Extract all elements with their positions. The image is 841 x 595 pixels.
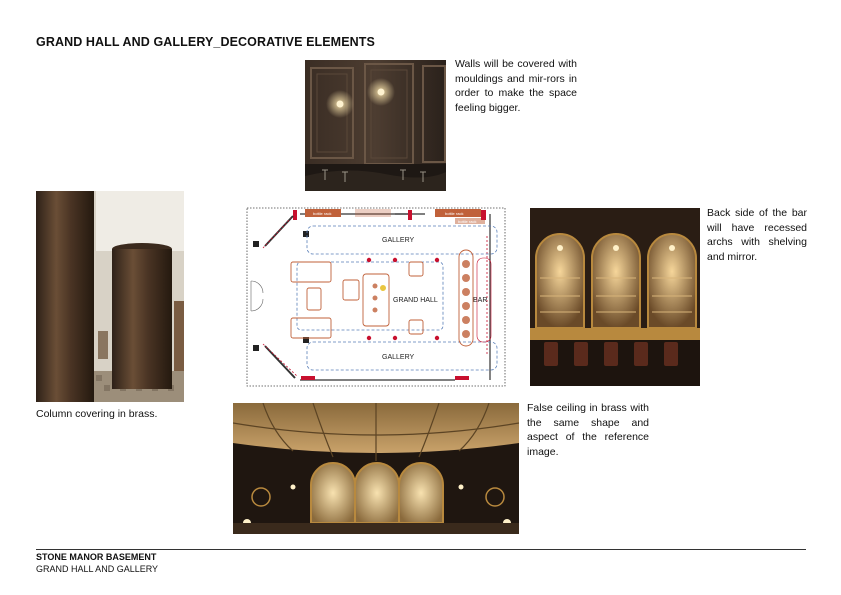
walls-note: Walls will be covered with mouldings and mir-rors in order to make the space feeling bigger. [455, 58, 577, 114]
brass-column-photo [36, 191, 184, 402]
brass-ceiling-photo [233, 403, 519, 534]
footer-section: GRAND HALL AND GALLERY [36, 564, 159, 574]
bottle-rack-label-2: bottle rack [445, 211, 464, 216]
footer-divider [36, 549, 806, 550]
column-note: Column covering in brass. [36, 408, 158, 420]
gallery-bottom-label: GALLERY [382, 354, 415, 361]
bar-note: Back side of the bar will have recessed archs with shelving and mirror. [707, 207, 807, 263]
bar-arches-photo [530, 208, 700, 386]
floor-plan [245, 206, 507, 388]
ceiling-note: False ceiling in brass with the same shape and aspect of the reference image. [527, 402, 649, 458]
footer-project: STONE MANOR BASEMENT [36, 552, 157, 562]
gallery-top-label: GALLERY [382, 237, 415, 244]
bottle-rack-label-1: bottle rack [313, 211, 332, 216]
wall-mouldings-photo [305, 60, 446, 191]
bottle-rack-label-3: bottle rack [458, 219, 477, 224]
page-title: GRAND HALL AND GALLERY_DECORATIVE ELEMENTS [36, 35, 375, 49]
bar-label: BAR [473, 297, 488, 304]
grand-hall-label: GRAND HALL [393, 297, 438, 304]
